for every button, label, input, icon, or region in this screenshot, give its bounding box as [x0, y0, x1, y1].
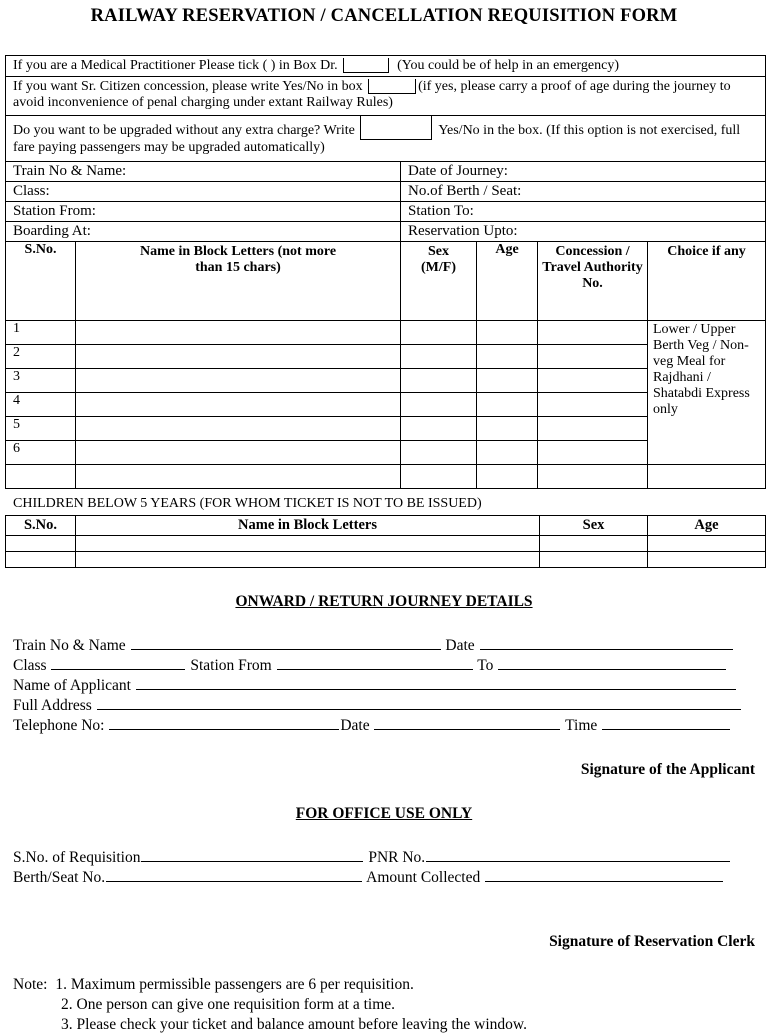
note-item: 1. Maximum permissible passengers are 6 per requisition. [55, 976, 414, 993]
children-section-title: CHILDREN BELOW 5 YEARS (FOR WHOM TICKET IS NOT TO BE ISSUED) [13, 496, 482, 511]
senior-note: (if yes, please carry a proof of age during the journey to avoid inconvenience of penal charging under extant Railway Rules) [13, 79, 731, 110]
passenger-sex-cell[interactable] [401, 321, 477, 345]
medical-checkbox[interactable] [343, 58, 389, 73]
note-label: Note: [13, 976, 48, 993]
passenger-sno: 6 [6, 441, 76, 465]
office-line-2 [13, 868, 724, 887]
passenger-sno: 1 [6, 321, 76, 345]
child-sno-header: S.No. [6, 516, 76, 536]
note-item: 2. One person can give one requisition form at a time. [61, 996, 396, 1013]
passenger-age-cell[interactable] [477, 369, 538, 393]
reservation-table [5, 55, 766, 489]
onward-train-label: Train No & Name [13, 637, 126, 654]
onward-line-telephone [13, 716, 731, 735]
medical-practitioner-row [6, 56, 766, 77]
child-sex-header: Sex [540, 516, 648, 536]
col-age-header: Age [477, 242, 538, 321]
upgrade-row [6, 116, 766, 162]
date-of-journey-field[interactable]: Date of Journey: [401, 162, 766, 182]
amount-collected-input[interactable] [485, 868, 723, 882]
child-age-cell[interactable] [648, 552, 766, 568]
telephone-date-input[interactable] [374, 716, 560, 730]
child-sex-cell[interactable] [540, 536, 648, 552]
telephone-input[interactable] [109, 716, 339, 730]
applicant-name-input[interactable] [136, 676, 736, 690]
onward-line-address [13, 696, 742, 715]
onward-date-input[interactable] [480, 636, 733, 650]
pnr-label: PNR No. [368, 849, 426, 866]
requisition-sno-label: S.No. of Requisition [13, 849, 141, 866]
passenger-sex-cell[interactable] [401, 369, 477, 393]
passenger-concession-cell[interactable] [538, 369, 648, 393]
onward-line-class [13, 656, 727, 675]
berth-seat-input[interactable] [106, 868, 362, 882]
passenger-age-cell[interactable] [477, 345, 538, 369]
passenger-row-extra [6, 465, 766, 489]
time-input[interactable] [602, 716, 730, 730]
passenger-age-cell[interactable] [477, 393, 538, 417]
telephone-label: Telephone No: [13, 717, 105, 734]
medical-note: (You could be of help in an emergency) [397, 58, 619, 73]
onward-train-input[interactable] [131, 636, 441, 650]
senior-citizen-row [6, 77, 766, 116]
berth-seat-label: Berth/Seat No. [13, 869, 106, 886]
col-sex-header: Sex (M/F) [401, 242, 477, 321]
onward-to-input[interactable] [498, 656, 726, 670]
class-field[interactable]: Class: [6, 182, 401, 202]
onward-class-label: Class [13, 657, 47, 674]
onward-to-label: To [477, 657, 494, 674]
col-choice-header: Choice if any [648, 242, 766, 321]
upgrade-label: Do you want to be upgraded without any extra charge? Write [13, 123, 355, 138]
passenger-concession-cell[interactable] [538, 393, 648, 417]
passenger-name-cell[interactable] [76, 441, 401, 465]
medical-label: If you are a Medical Practitioner Please tick ( ) in Box Dr. [13, 58, 338, 73]
passenger-sex-cell[interactable] [401, 345, 477, 369]
clerk-signature-label: Signature of Reservation Clerk [549, 933, 755, 950]
onward-station-from-label: Station From [190, 657, 272, 674]
col-sno-header: S.No. [6, 242, 76, 321]
children-table [5, 515, 766, 568]
onward-class-input[interactable] [51, 656, 185, 670]
passenger-name-cell[interactable] [76, 369, 401, 393]
senior-label: If you want Sr. Citizen concession, please write Yes/No in box [13, 79, 363, 94]
full-address-input[interactable] [97, 696, 741, 710]
onward-line-train [13, 636, 734, 655]
passenger-sno: 5 [6, 417, 76, 441]
passenger-sno: 2 [6, 345, 76, 369]
upgrade-yesno-box[interactable] [360, 116, 432, 141]
child-sex-cell[interactable] [540, 552, 648, 568]
office-line-1 [13, 848, 731, 867]
passenger-name-cell[interactable] [76, 417, 401, 441]
upgrade-note: Yes/No in the box. (If this option is not exercised, full fare paying passengers may be upgraded automatically) [13, 123, 741, 155]
child-sno-cell[interactable] [6, 536, 76, 552]
col-concession-header: Concession / Travel Authority No. [538, 242, 648, 321]
note-item: 3. Please check your ticket and balance amount before leaving the window. [61, 1016, 527, 1033]
child-row [6, 552, 766, 568]
passenger-age-cell[interactable] [477, 417, 538, 441]
train-no-name-field[interactable]: Train No & Name: [6, 162, 401, 182]
child-age-header: Age [648, 516, 766, 536]
passenger-sex-cell[interactable] [401, 393, 477, 417]
passenger-concession-cell[interactable] [538, 465, 648, 489]
requisition-sno-input[interactable] [141, 848, 363, 862]
onward-line-applicant [13, 676, 737, 695]
applicant-name-label: Name of Applicant [13, 677, 131, 694]
passenger-concession-cell[interactable] [538, 321, 648, 345]
passenger-sno [6, 465, 76, 489]
onward-date-label: Date [445, 637, 475, 654]
berth-count-field[interactable]: No.of Berth / Seat: [401, 182, 766, 202]
notes-block [13, 975, 527, 1035]
reservation-upto-field[interactable]: Reservation Upto: [401, 222, 766, 242]
passenger-sno: 3 [6, 369, 76, 393]
onward-heading: ONWARD / RETURN JOURNEY DETAILS [235, 593, 533, 610]
passenger-age-cell[interactable] [477, 441, 538, 465]
telephone-date-label: Date [340, 717, 370, 734]
amount-collected-label: Amount Collected [366, 869, 481, 886]
boarding-at-field[interactable]: Boarding At: [6, 222, 401, 242]
choice-options: Lower / Upper Berth Veg / Non-veg Meal for Rajdhani / Shatabdi Express only [648, 321, 766, 465]
child-sno-cell[interactable] [6, 552, 76, 568]
passenger-row [6, 321, 766, 345]
passenger-sex-cell[interactable] [401, 417, 477, 441]
col-name-header: Name in Block Letters (not more than 15 chars) [76, 242, 401, 321]
passenger-choice-cell[interactable] [648, 465, 766, 489]
time-label: Time [565, 717, 598, 734]
child-age-cell[interactable] [648, 536, 766, 552]
passenger-concession-cell[interactable] [538, 441, 648, 465]
passenger-name-cell[interactable] [76, 345, 401, 369]
applicant-signature-label: Signature of the Applicant [580, 761, 755, 778]
form-title: RAILWAY RESERVATION / CANCELLATION REQUISITION FORM [90, 6, 678, 26]
child-name-cell[interactable] [76, 552, 540, 568]
office-use-heading: FOR OFFICE USE ONLY [295, 805, 473, 822]
passenger-concession-cell[interactable] [538, 345, 648, 369]
station-from-field[interactable]: Station From: [6, 202, 401, 222]
pnr-input[interactable] [426, 848, 730, 862]
child-name-header: Name in Block Letters [76, 516, 540, 536]
passenger-sex-cell[interactable] [401, 441, 477, 465]
passenger-age-cell[interactable] [477, 321, 538, 345]
passenger-age-cell[interactable] [477, 465, 538, 489]
passenger-sno: 4 [6, 393, 76, 417]
child-name-cell[interactable] [76, 536, 540, 552]
onward-station-from-input[interactable] [277, 656, 473, 670]
station-to-field[interactable]: Station To: [401, 202, 766, 222]
senior-yesno-box[interactable] [368, 79, 416, 94]
passenger-concession-cell[interactable] [538, 417, 648, 441]
full-address-label: Full Address [13, 697, 92, 714]
passenger-name-cell[interactable] [76, 393, 401, 417]
passenger-sex-cell[interactable] [401, 465, 477, 489]
passenger-name-cell[interactable] [76, 465, 401, 489]
passenger-name-cell[interactable] [76, 321, 401, 345]
child-row [6, 536, 766, 552]
